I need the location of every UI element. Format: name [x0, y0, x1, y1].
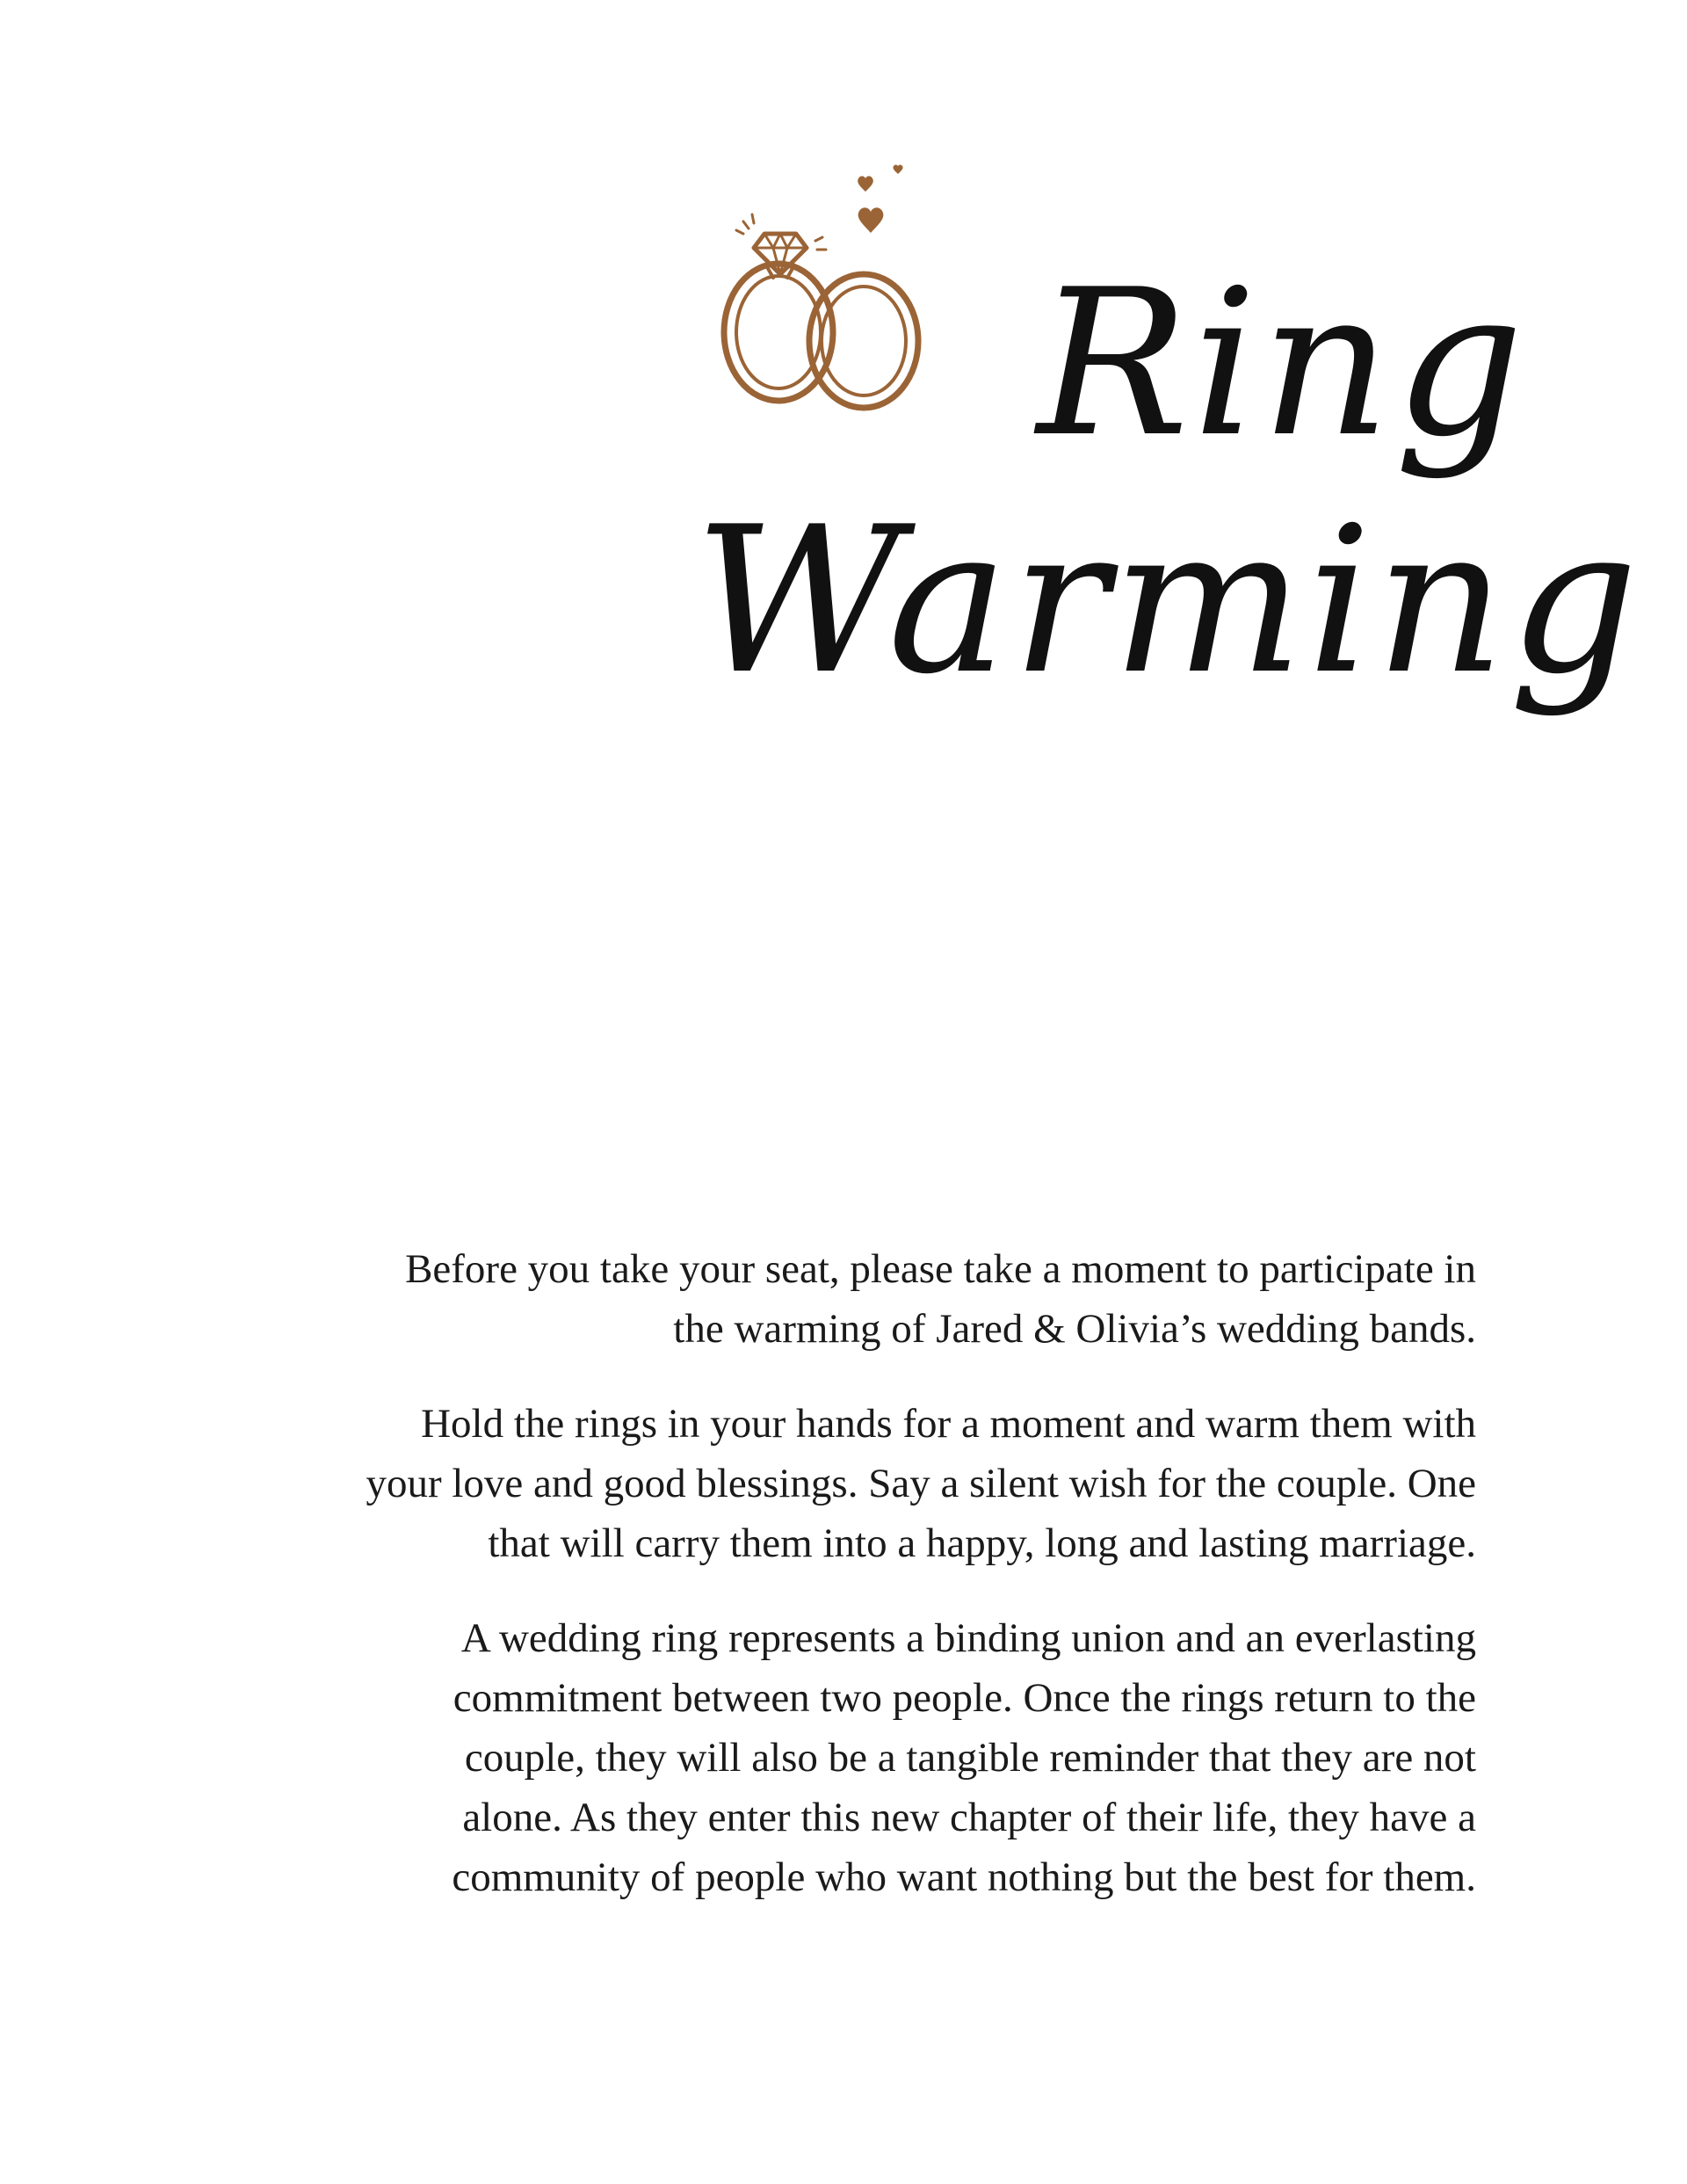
text-line: the warming of Jared & Olivia’s wedding bands. — [673, 1306, 1476, 1352]
text-line: alone. As they enter this new chapter of their life, they have a — [462, 1795, 1476, 1840]
ceremony-instructions — [105, 1239, 1476, 1942]
text-line: A wedding ring represents a binding union and an everlasting — [460, 1615, 1476, 1661]
text-line: couple, they will also be a tangible reminder that they are not — [464, 1735, 1476, 1781]
text-line: Before you take your seat, please take a moment to participate in — [405, 1246, 1476, 1292]
text-line: community of people who want nothing but the best for them. — [452, 1854, 1476, 1900]
title-ring: Ring — [1037, 247, 1528, 482]
title-warming: Warming — [694, 484, 1642, 719]
wedding-rings-icon — [710, 149, 947, 422]
text-line: Hold the rings in your hands for a moment and warm them with — [421, 1401, 1476, 1447]
text-line: commitment between two people. Once the rings return to the — [453, 1675, 1476, 1721]
paragraph-instructions — [105, 1394, 1476, 1573]
text-line: your love and good blessings. Say a silent wish for the couple. One — [366, 1461, 1476, 1506]
paragraph-meaning — [105, 1608, 1476, 1907]
paragraph-intro — [105, 1239, 1476, 1359]
text-line: that will carry them into a happy, long and lasting marriage. — [488, 1520, 1476, 1566]
